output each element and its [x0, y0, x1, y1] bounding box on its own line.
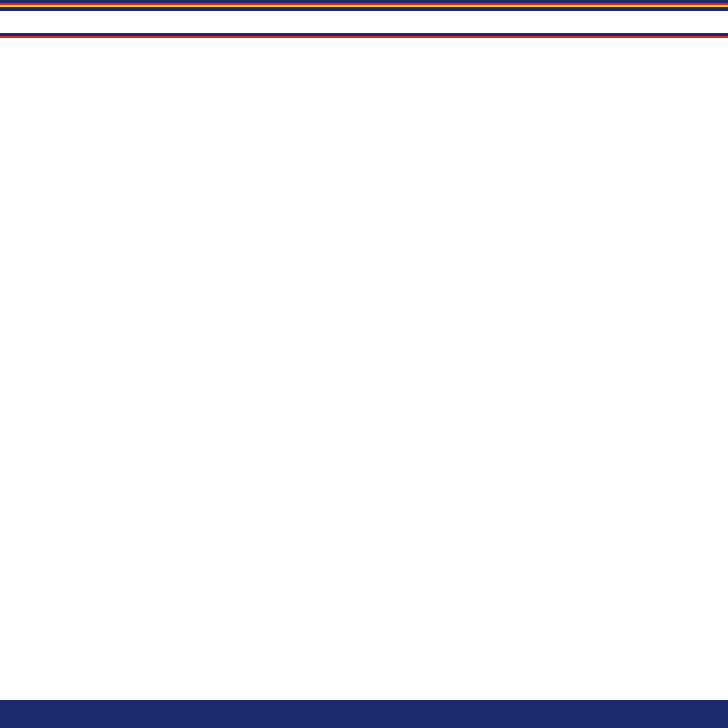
left-column [66, 308, 363, 325]
right-column [381, 308, 678, 316]
decorative-border-top [0, 0, 728, 58]
decorative-border-bottom [0, 700, 728, 728]
